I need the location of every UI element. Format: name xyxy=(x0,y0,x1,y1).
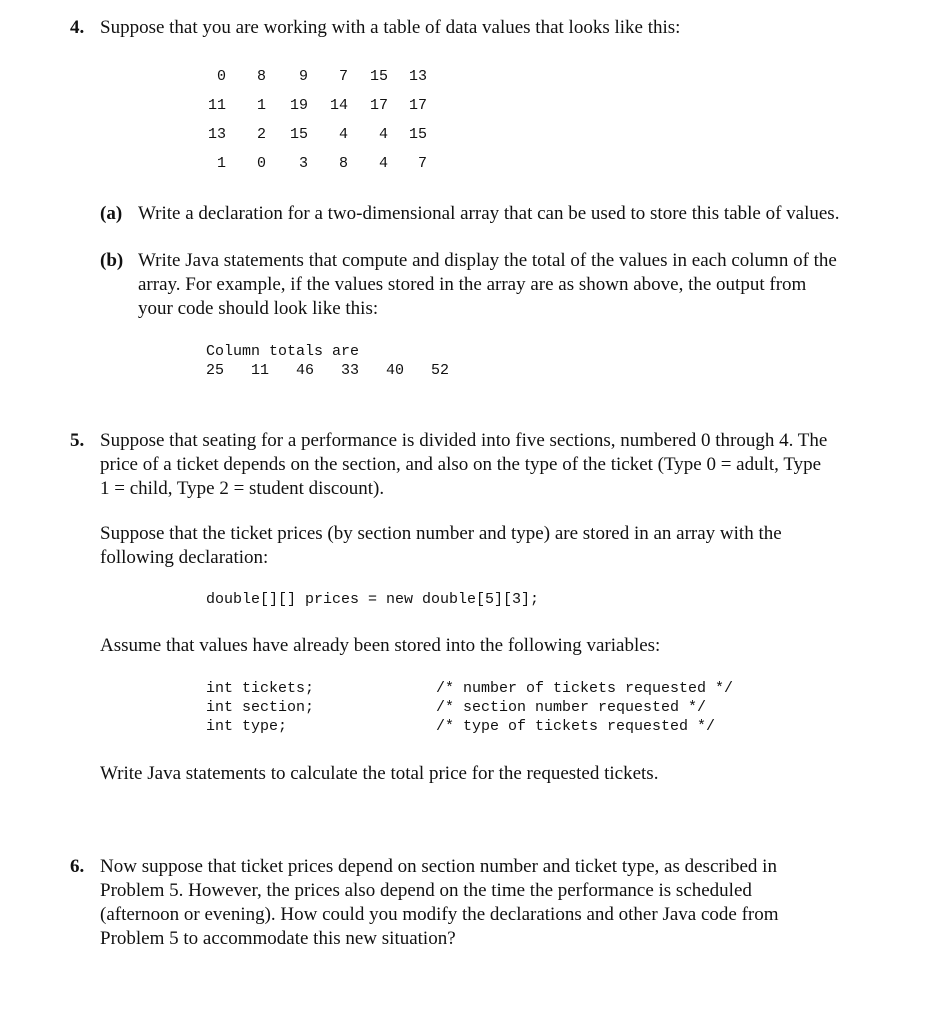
var-code-type: int type; xyxy=(206,718,288,735)
table-row xyxy=(190,120,427,149)
table-cell: 3 xyxy=(298,155,308,172)
output-line-2: 25 11 46 33 40 52 xyxy=(206,362,450,379)
part-a-text: Write a declaration for a two-dimensional array that can be used to store this table of values. xyxy=(138,203,840,224)
var-comment-tickets: /* number of tickets requested */ xyxy=(436,680,734,697)
question-5-line-3: 1 = child, Type 2 = student discount). xyxy=(100,478,385,499)
table-cell: 2 xyxy=(256,126,266,143)
question-6-number: 6. xyxy=(70,856,85,877)
table-cell: 0 xyxy=(216,68,226,85)
table-cell: 8 xyxy=(338,155,348,172)
question-5-para2-line-2: following declaration: xyxy=(100,547,269,568)
part-b-line-3: your code should look like this: xyxy=(138,298,379,319)
question-6-line-4: Problem 5 to accommodate this new situation? xyxy=(100,928,456,949)
table-cell: 9 xyxy=(298,68,308,85)
table-cell: 1 xyxy=(216,155,226,172)
question-6-line-1: Now suppose that ticket prices depend on section number and ticket type, as described in xyxy=(100,856,777,877)
var-code-section: int section; xyxy=(206,699,315,716)
table-row xyxy=(190,91,427,120)
data-values-table xyxy=(190,62,427,178)
question-6-line-3: (afternoon or evening). How could you modify the declarations and other Java code from xyxy=(100,904,779,925)
table-cell: 7 xyxy=(417,155,427,172)
table-cell: 4 xyxy=(378,155,388,172)
prices-declaration-code: double[][] prices = new double[5][3]; xyxy=(206,591,540,608)
output-line-1: Column totals are xyxy=(206,343,360,360)
question-4-number: 4. xyxy=(70,17,85,38)
table-row xyxy=(190,149,427,178)
part-b-line-1: Write Java statements that compute and display the total of the values in each column of the xyxy=(138,250,837,271)
var-comment-type: /* type of tickets requested */ xyxy=(436,718,716,735)
table-cell: 7 xyxy=(338,68,348,85)
table-cell: 13 xyxy=(408,68,427,85)
table-cell: 15 xyxy=(369,68,388,85)
part-a-label: (a) xyxy=(100,203,123,224)
table-cell: 17 xyxy=(408,97,427,114)
var-comment-section: /* section number requested */ xyxy=(436,699,707,716)
table-row xyxy=(190,62,427,91)
part-b-line-2: array. For example, if the values stored in the array are as shown above, the output from xyxy=(138,274,807,295)
table-cell: 15 xyxy=(289,126,308,143)
table-cell: 4 xyxy=(378,126,388,143)
table-cell: 19 xyxy=(289,97,308,114)
table-cell: 14 xyxy=(329,97,348,114)
table-cell: 11 xyxy=(207,97,226,114)
table-cell: 8 xyxy=(256,68,266,85)
question-5-line-1: Suppose that seating for a performance is divided into five sections, numbered 0 through 4. The xyxy=(100,430,828,451)
question-5-final: Write Java statements to calculate the total price for the requested tickets. xyxy=(100,763,659,784)
part-b-label: (b) xyxy=(100,250,124,271)
table-cell: 13 xyxy=(207,126,226,143)
table-cell: 1 xyxy=(256,97,266,114)
table-cell: 0 xyxy=(256,155,266,172)
table-cell: 4 xyxy=(338,126,348,143)
question-5-line-2: price of a ticket depends on the section, and also on the type of the ticket (Type 0 = adult, Type xyxy=(100,454,822,475)
table-cell: 17 xyxy=(369,97,388,114)
table-cell: 15 xyxy=(408,126,427,143)
assume-text: Assume that values have already been stored into the following variables: xyxy=(100,635,661,656)
question-5-number: 5. xyxy=(70,430,85,451)
question-5-para2-line-1: Suppose that the ticket prices (by section number and type) are stored in an array with the xyxy=(100,523,782,544)
question-4-text: Suppose that you are working with a table of data values that looks like this: xyxy=(100,17,681,38)
question-6-line-2: Problem 5. However, the prices also depend on the time the performance is scheduled xyxy=(100,880,752,901)
var-code-tickets: int tickets; xyxy=(206,680,315,697)
